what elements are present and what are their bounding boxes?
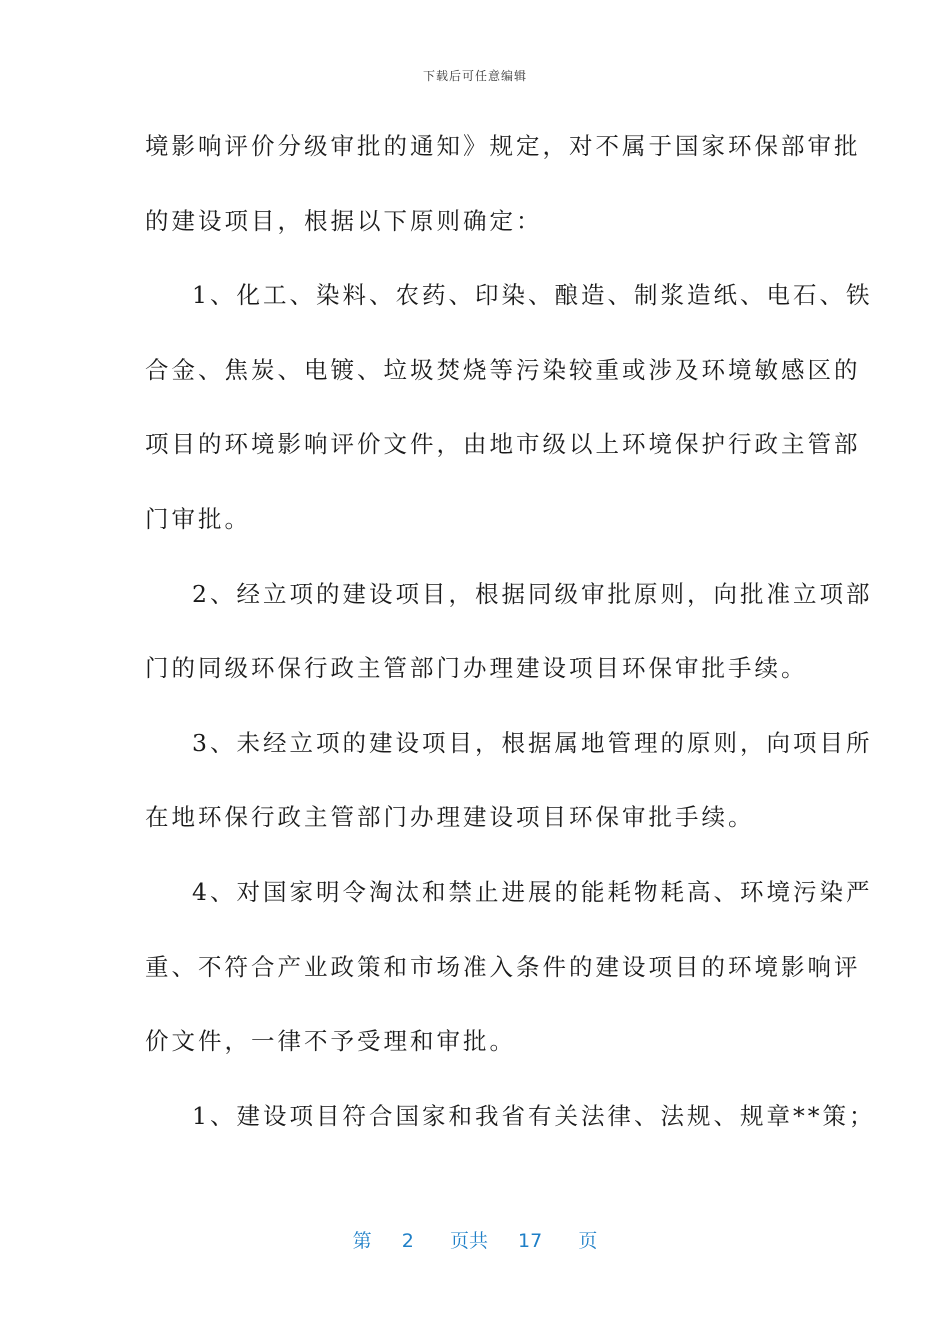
- text-line: 门审批。: [145, 504, 251, 533]
- document-body: [145, 127, 876, 1171]
- text-line: 价文件，一律不予受理和审批。: [145, 1027, 516, 1056]
- page-label-prefix: 第: [352, 1230, 372, 1252]
- page-label-middle: 页共: [449, 1230, 488, 1252]
- text-line: 境影响评价分级审批的通知》规定，对不属于国家环保部审批: [145, 132, 861, 160]
- text-line: 1、建设项目符合国家和我省有关法律、法规、规章**策；: [192, 1101, 876, 1130]
- text-line: 合金、焦炭、电镀、垃圾焚烧等污染较重或涉及环境敏感区的: [145, 355, 861, 384]
- header-note: 下载后可任意编辑: [422, 69, 527, 83]
- text-line: 门的同级环保行政主管部门办理建设项目环保审批手续。: [145, 654, 808, 683]
- text-line: 的建设项目，根据以下原则确定：: [145, 206, 543, 235]
- text-line: 3、未经立项的建设项目，根据属地管理的原则，向项目所: [192, 728, 873, 757]
- text-line: 重、不符合产业政策和市场准入条件的建设项目的环境影响评: [145, 952, 861, 981]
- text-line: 4、对国家明令淘汰和禁止进展的能耗物耗高、环境污染严: [192, 877, 873, 906]
- page-footer: [0, 1226, 950, 1253]
- current-page-number: 2: [401, 1230, 414, 1252]
- text-line: 2、经立项的建设项目，根据同级审批原则，向批准立项部: [192, 579, 873, 608]
- text-line: 在地环保行政主管部门办理建设项目环保审批手续。: [145, 803, 755, 832]
- total-pages-number: 17: [518, 1230, 543, 1252]
- page-label-suffix: 页: [578, 1230, 598, 1252]
- text-line: 1、化工、染料、农药、印染、酿造、制浆造纸、电石、铁: [192, 281, 873, 310]
- text-line: 项目的环境影响评价文件，由地市级以上环境保护行政主管部: [145, 430, 861, 459]
